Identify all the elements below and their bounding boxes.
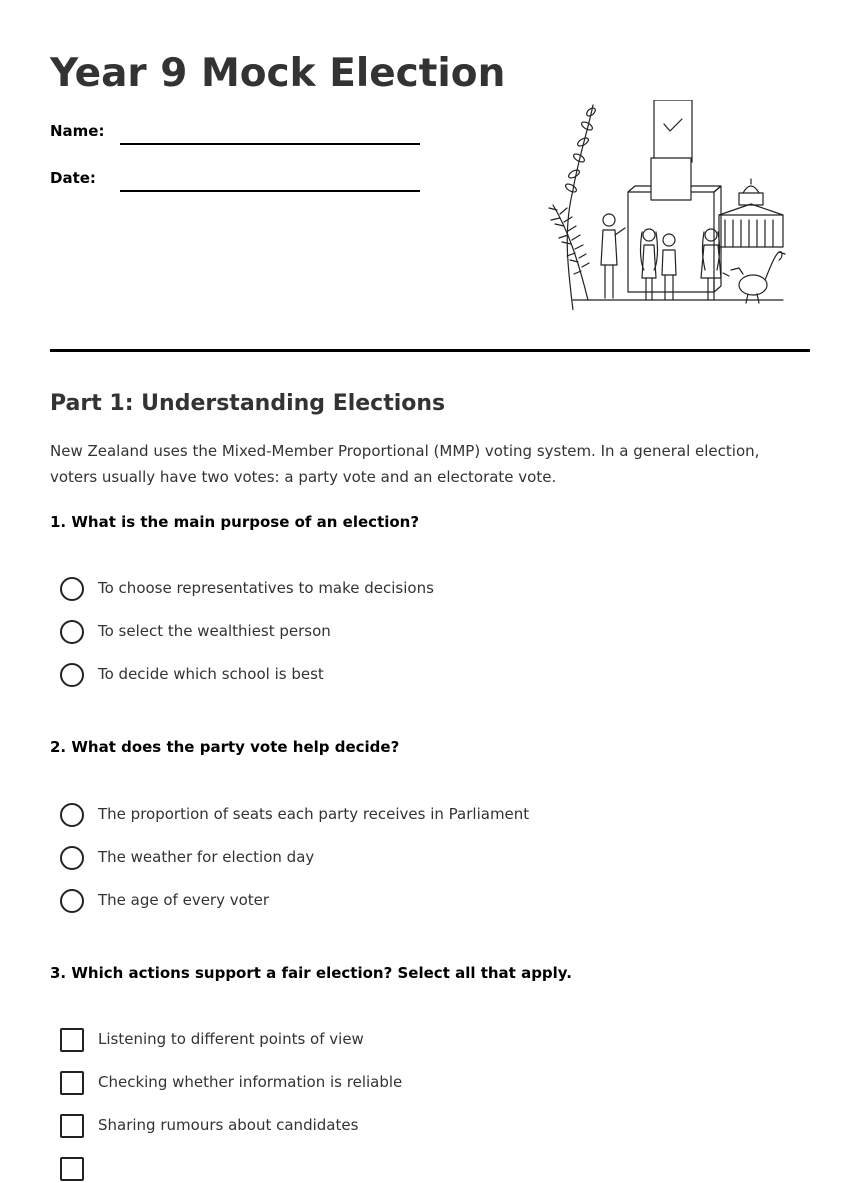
radio-button[interactable] [60, 889, 84, 913]
question-2: 2. What does the party vote help decide? [50, 738, 400, 756]
section-intro: New Zealand uses the Mixed-Member Proportional (MMP) voting system. In a general election, voters usually have two votes: a party vote and an electorate vote. [50, 442, 760, 486]
option-label: The age of every voter [98, 891, 270, 909]
section-heading: Part 1: Understanding Elections [50, 391, 446, 416]
checkbox[interactable] [60, 1114, 84, 1138]
radio-button[interactable] [60, 803, 84, 827]
option-label: The proportion of seats each party receives in Parliament [98, 805, 530, 823]
option-label: Listening to different points of view [98, 1030, 364, 1048]
radio-button[interactable] [60, 620, 84, 644]
kowhai-branch [567, 105, 593, 310]
radio-button[interactable] [60, 577, 84, 601]
radio-button[interactable] [60, 846, 84, 870]
option-label: Sharing rumours about candidates [98, 1116, 359, 1134]
name-input-line[interactable] [120, 143, 420, 145]
radio-button[interactable] [60, 663, 84, 687]
voter-girl-long-hair [641, 229, 658, 300]
option-label: The weather for election day [98, 848, 315, 866]
ballot-box-illustration [543, 100, 788, 310]
option-label: To decide which school is best [98, 665, 324, 683]
ballot-paper-inserted [651, 158, 691, 200]
question-1: 1. What is the main purpose of an election? [50, 513, 420, 531]
parliament-building [719, 179, 783, 247]
kowhai-leaves [564, 106, 596, 193]
date-label: Date: [50, 169, 96, 187]
ballot-paper [654, 100, 692, 162]
option-label: Checking whether information is reliable [98, 1073, 403, 1091]
tick-mark-icon [664, 119, 682, 131]
checkbox[interactable] [60, 1028, 84, 1052]
header-divider [50, 349, 810, 352]
page-title: Year 9 Mock Election [50, 51, 506, 96]
date-input-line[interactable] [120, 190, 420, 192]
voter-boy [662, 234, 676, 300]
name-field [50, 122, 104, 140]
option-label: To select the wealthiest person [98, 622, 331, 640]
question-3: 3. Which actions support a fair election? Select all that apply. [50, 964, 572, 982]
option-label: To choose representatives to make decisions [98, 579, 434, 597]
voter-adult [601, 214, 625, 298]
fern-leaflets [549, 208, 589, 274]
name-label: Name: [50, 122, 105, 140]
checkbox[interactable] [60, 1071, 84, 1095]
bird [723, 252, 785, 303]
date-field [50, 169, 96, 187]
